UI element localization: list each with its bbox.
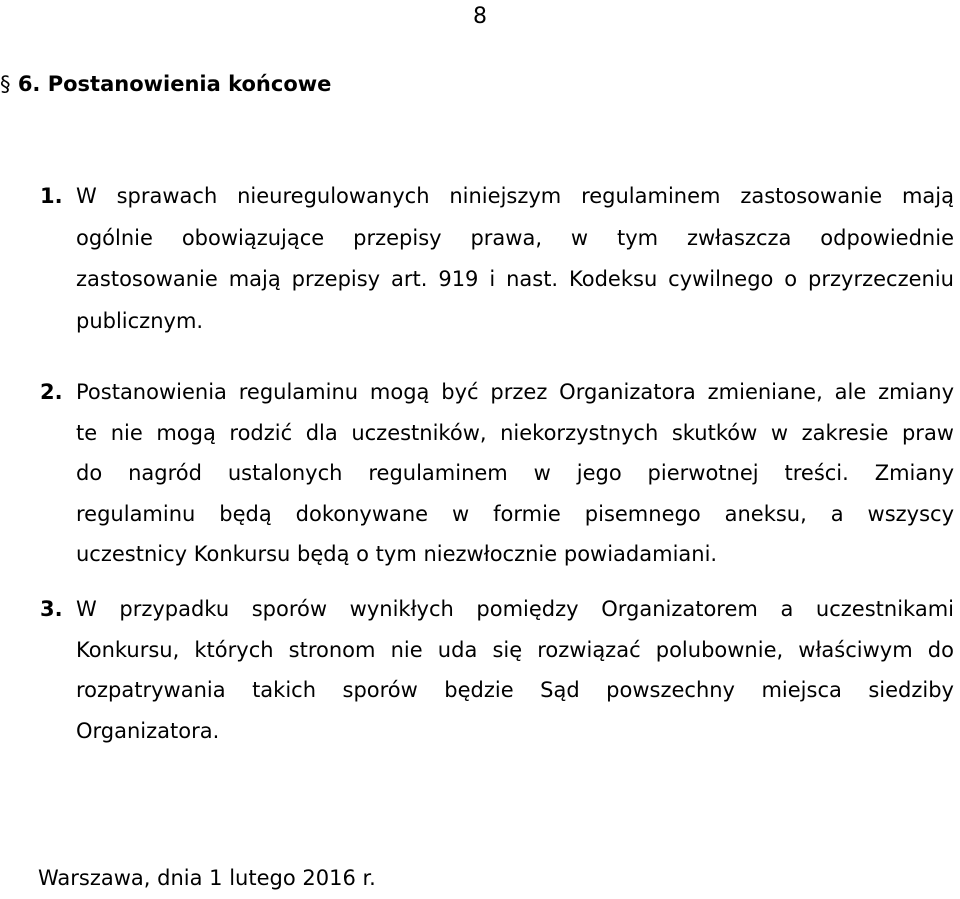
paragraph-line: rozpatrywania takich sporów będzie Sąd powszechny miejsca siedziby	[76, 678, 954, 702]
paragraph-1	[40, 176, 954, 342]
paragraph-line: te nie mogą rodzić dla uczestników, niekorzystnych skutków w zakresie praw	[76, 420, 954, 445]
paragraph-number: 3.	[40, 597, 63, 621]
paragraph-line: Postanowienia regulaminu mogą być przez Organizatora zmieniane, ale zmiany	[76, 380, 954, 404]
paragraph-line: Organizatora.	[76, 718, 220, 743]
paragraph-line: zastosowanie mają przepisy art. 919 i nast. Kodeksu cywilnego o przyrzeczeniu	[76, 267, 954, 291]
paragraph-line: Konkursu, których stronom nie uda się rozwiązać polubownie, właściwym do	[76, 637, 954, 662]
paragraph-3	[40, 589, 954, 751]
paragraph-line: publicznym.	[76, 308, 204, 333]
paragraph-line: regulaminu będą dokonywane w formie pisemnego aneksu, a wszyscy	[76, 501, 954, 526]
paragraph-line: uczestnicy Konkursu będą o tym niezwłocznie powiadamiani.	[76, 542, 718, 566]
paragraph-number: 2.	[40, 380, 63, 404]
section-title: 6. Postanowienia końcowe	[17, 72, 332, 96]
paragraph-2	[40, 372, 954, 575]
paragraph-number: 1.	[40, 184, 63, 208]
paragraph-line: W przypadku sporów wynikłych pomiędzy Organizatorem a uczestnikami	[76, 597, 954, 621]
paragraph-line: W sprawach nieuregulowanych niniejszym regulaminem zastosowanie mają	[76, 184, 954, 208]
paragraph-line: do nagród ustalonych regulaminem w jego pierwotnej treści. Zmiany	[76, 461, 954, 485]
section-symbol: §	[0, 72, 11, 96]
page-number: 8	[473, 4, 487, 29]
signature-line: Warszawa, dnia 1 lutego 2016 r.	[38, 866, 376, 890]
paragraph-line: ogólnie obowiązujące przepisy prawa, w tym zwłaszcza odpowiednie	[76, 225, 954, 250]
section-heading	[0, 72, 331, 96]
